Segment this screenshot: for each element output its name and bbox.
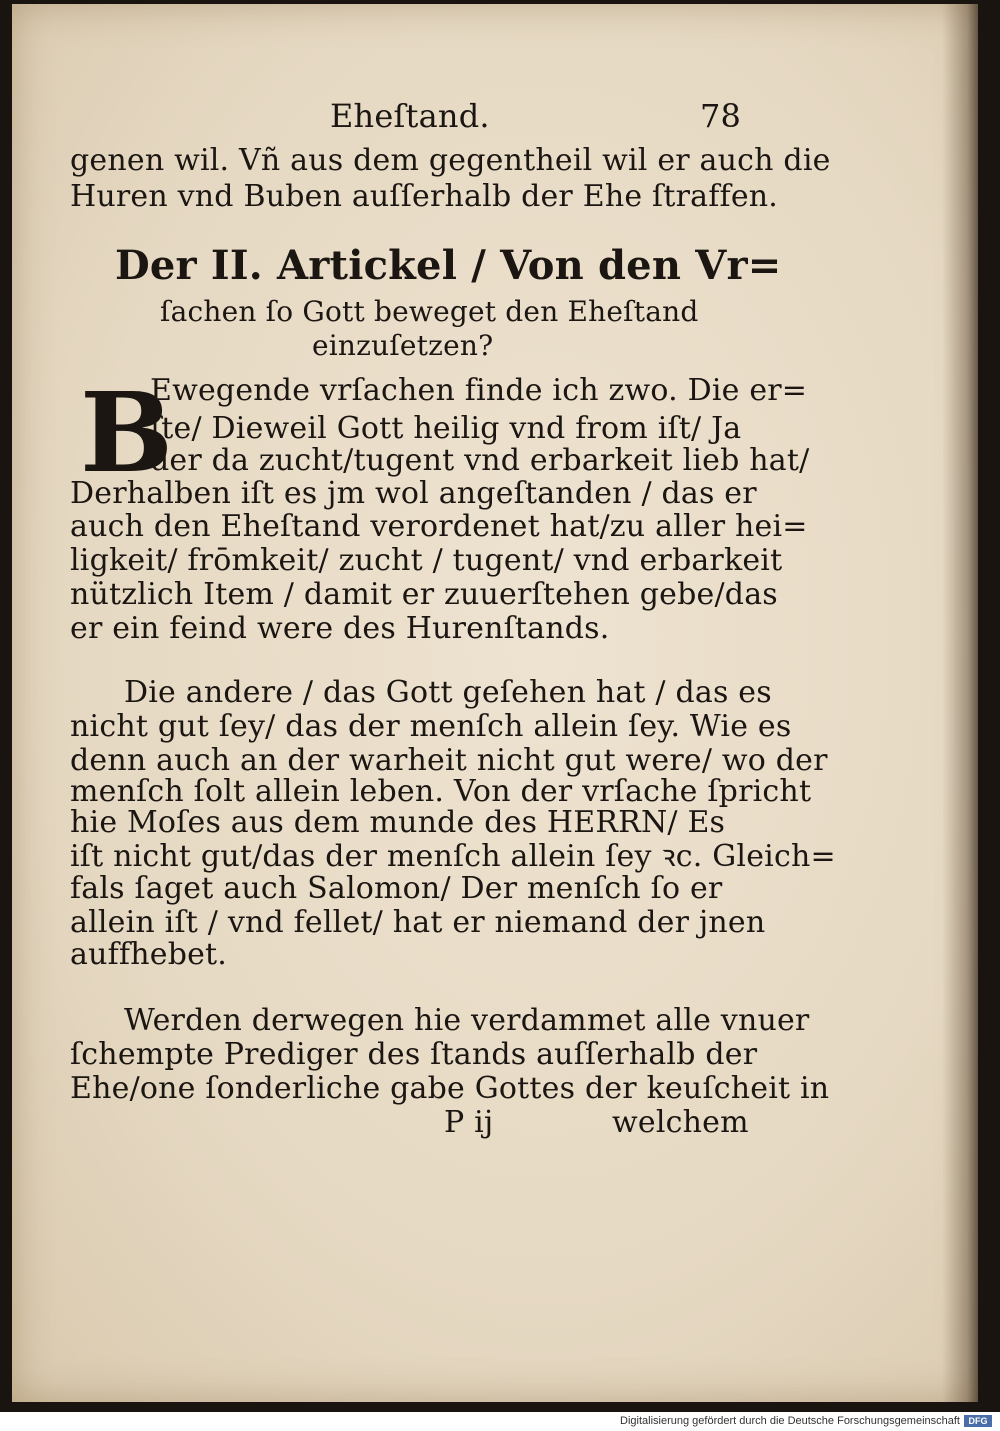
text-line: Ehe/one ſonderliche gabe Gottes der keuſcheit in xyxy=(70,1071,830,1106)
text-line: genen wil. Vñ aus dem gegentheil wil er auch die xyxy=(70,143,831,178)
initial-letter: B xyxy=(80,368,173,497)
text-line: Werden derwegen hie verdammet alle vnuer xyxy=(124,1003,810,1038)
text-line: nützlich Item / damit er zuuerſtehen gebe/das xyxy=(70,577,778,612)
text-line: auffhebet. xyxy=(70,937,228,972)
text-line: allein iſt / vnd fellet/ hat er niemand der jnen xyxy=(70,905,766,940)
catchword: welchem xyxy=(612,1105,749,1140)
text-line: nicht gut ſey/ das der menſch allein ſey. Wie es xyxy=(70,709,792,744)
text-line: menſch ſolt allein leben. Von der vrſache ſpricht xyxy=(70,774,812,809)
text-line: der da zucht/tugent vnd erbarkeit lieb hat/ xyxy=(150,443,810,478)
section-subheading: ſachen ſo Gott beweget den Eheſtand xyxy=(160,295,699,328)
page-gutter xyxy=(942,4,978,1402)
text-line: er ein feind were des Hurenſtands. xyxy=(70,611,610,646)
text-line: fals ſaget auch Salomon/ Der menſch ſo er xyxy=(70,871,723,906)
text-line: denn auch an der warheit nicht gut were/ wo der xyxy=(70,743,828,778)
text-line: Derhalben iſt es jm wol angeſtanden / das er xyxy=(70,476,757,511)
text-line: hie Moſes aus dem munde des HERRN/ Es xyxy=(70,805,726,840)
text-line: Ewegende vrſachen finde ich zwo. Die er= xyxy=(150,373,808,408)
text-line: ligkeit/ frōmkeit/ zucht / tugent/ vnd erbarkeit xyxy=(70,543,783,578)
dfg-logo: DFG xyxy=(964,1415,992,1427)
text-line: ſchempte Prediger des ſtands auſſerhalb der xyxy=(70,1037,758,1072)
footer-credit: Digitalisierung gefördert durch die Deutsche Forschungsgemeinschaft xyxy=(620,1415,960,1427)
page-number: 78 xyxy=(700,97,742,135)
section-heading: Der II. Artickel / Von den Vr= xyxy=(115,242,782,289)
text-line: iſt nicht gut/das der menſch allein ſey ꝛc. Gleich= xyxy=(70,839,836,874)
text-line: ſte/ Dieweil Gott heilig vnd from iſt/ Ja xyxy=(150,411,742,446)
text-line: Die andere / das Gott geſehen hat / das es xyxy=(124,675,772,710)
text-line: auch den Eheſtand verordenet hat/zu aller hei= xyxy=(70,509,808,544)
footer-bar xyxy=(0,1412,1000,1431)
running-title: Eheſtand. xyxy=(330,97,490,135)
text-line: Huren vnd Buben auſſerhalb der Ehe ſtraffen. xyxy=(70,179,779,214)
section-subheading: einzuſetzen? xyxy=(312,329,494,362)
signature-mark: P ij xyxy=(444,1105,494,1140)
